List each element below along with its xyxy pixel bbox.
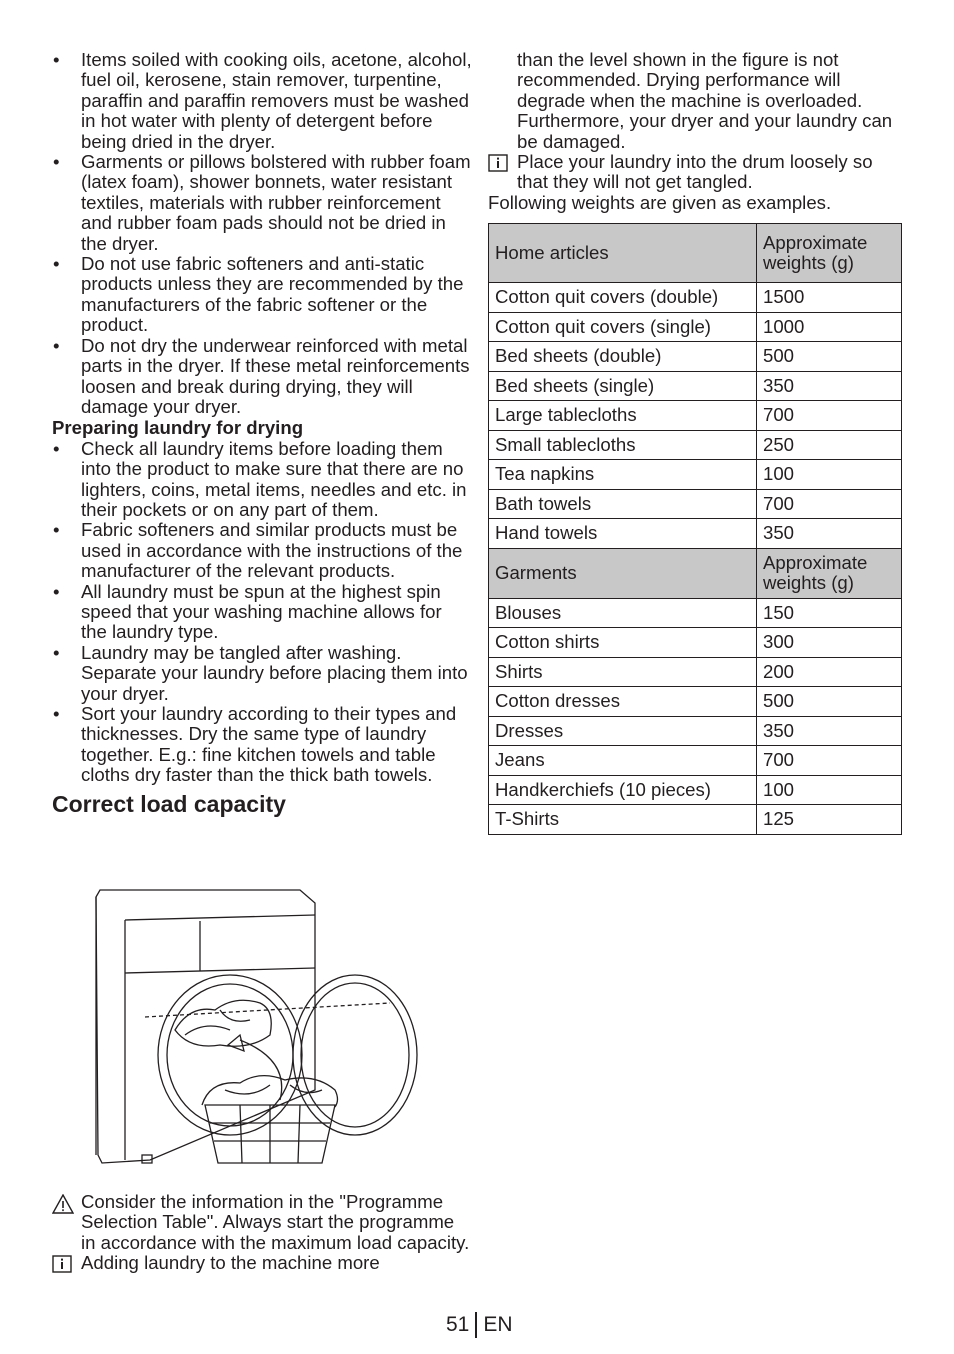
table-cell: Cotton shirts <box>489 628 757 658</box>
table-cell: 500 <box>757 342 902 372</box>
table-cell: 125 <box>757 805 902 835</box>
weights-intro: Following weights are given as examples. <box>488 191 832 213</box>
info-icon <box>488 154 508 176</box>
table-cell: 350 <box>757 371 902 401</box>
list-item: • Do not use fabric softeners and anti-static products unless they are recommended by the manufacturers of the fabric softener or the product. <box>52 254 472 336</box>
table-row <box>489 312 902 342</box>
table-cell: Dresses <box>489 716 757 746</box>
list-item: • All laundry must be spun at the highest spin speed that your washing machine allows for the laundry type. <box>52 582 472 643</box>
table-cell: Bath towels <box>489 489 757 519</box>
table-cell: 700 <box>757 401 902 431</box>
language-code: EN <box>483 1313 513 1336</box>
table-cell: 100 <box>757 460 902 490</box>
table-cell: 1500 <box>757 283 902 313</box>
table-cell: Bed sheets (single) <box>489 371 757 401</box>
table-cell: 150 <box>757 598 902 628</box>
table-row <box>489 489 902 519</box>
list-item: • Sort your laundry according to their types and thicknesses. Dry the same type of laundry together. E.g.: fine kitchen towels and table cloths dry faster than the thick bath towels. <box>52 704 472 786</box>
table-row <box>489 628 902 658</box>
section-heading: Correct load capacity <box>52 790 286 817</box>
table-row <box>489 460 902 490</box>
continued-text: than the level shown in the figure is not recommended. Drying performance will degrade when the machine is overloaded. Furthermore, your dryer and your laundry can be damaged. <box>517 49 893 152</box>
table-cell: Cotton quit covers (double) <box>489 283 757 313</box>
bullet-list-cautions <box>52 50 472 417</box>
table-row <box>489 598 902 628</box>
table-cell: 700 <box>757 489 902 519</box>
table-row <box>489 716 902 746</box>
table-cell: Hand towels <box>489 519 757 549</box>
table-header-cell: Approximate weights (g) <box>757 548 902 598</box>
section-subheading: Preparing laundry for drying <box>52 417 304 439</box>
left-column <box>52 50 472 818</box>
table-cell: 250 <box>757 430 902 460</box>
list-item: • Items soiled with cooking oils, acetone, alcohol, fuel oil, kerosene, stain remover, turpentine, paraffin and paraffin removers must be washed in hot water with plenty of detergent before being dried in the dryer. <box>52 50 472 152</box>
table-row <box>489 430 902 460</box>
warning-icon <box>52 1194 74 1218</box>
table-cell: Shirts <box>489 657 757 687</box>
warning-note <box>52 1192 472 1253</box>
table-row <box>489 371 902 401</box>
list-item: • Fabric softeners and similar products must be used in accordance with the instructions of the manufacturer of the relevant products. <box>52 520 472 581</box>
info-icon <box>52 1255 72 1277</box>
notes-block <box>52 1192 472 1274</box>
dryer-loading-illustration <box>90 885 430 1175</box>
table-row <box>489 401 902 431</box>
table-header-cell: Home articles <box>489 224 757 283</box>
table-cell: Bed sheets (double) <box>489 342 757 372</box>
table-header-row <box>489 224 902 283</box>
list-item: • Do not dry the underwear reinforced with metal parts in the dryer. If these metal reinforcements loosen and break during drying, they will damage your dryer. <box>52 336 472 418</box>
warning-note-text: Consider the information in the "Programme Selection Table". Always start the programme in accordance with the maximum load capacity. <box>81 1191 470 1253</box>
table-cell: 500 <box>757 687 902 717</box>
table-cell: 100 <box>757 775 902 805</box>
table-row <box>489 519 902 549</box>
list-item: • Laundry may be tangled after washing. Separate your laundry before placing them into your dryer. <box>52 643 472 704</box>
info-note-text: Adding laundry to the machine more <box>81 1252 380 1274</box>
right-column <box>488 50 902 213</box>
table-cell: Cotton dresses <box>489 687 757 717</box>
info-note-text: Place your laundry into the drum loosely so that they will not get tangled. <box>517 151 873 193</box>
table-cell: 350 <box>757 716 902 746</box>
table-row <box>489 283 902 313</box>
table-row <box>489 342 902 372</box>
table-cell: 350 <box>757 519 902 549</box>
table-cell: 1000 <box>757 312 902 342</box>
list-item: • Garments or pillows bolstered with rubber foam (latex foam), shower bonnets, water resistant textiles, materials with rubber reinforcement and rubber foam pads should not be dried in the dryer. <box>52 152 472 254</box>
table-cell: Jeans <box>489 746 757 776</box>
table-cell: Blouses <box>489 598 757 628</box>
table-row <box>489 805 902 835</box>
table-cell: Tea napkins <box>489 460 757 490</box>
table-cell: Cotton quit covers (single) <box>489 312 757 342</box>
page-number: 51 <box>446 1313 470 1336</box>
table-header-cell: Approximate weights (g) <box>757 224 902 283</box>
page-footer <box>446 1312 513 1338</box>
table-cell: Large tablecloths <box>489 401 757 431</box>
table-cell: 300 <box>757 628 902 658</box>
table-row <box>489 687 902 717</box>
table-cell: 700 <box>757 746 902 776</box>
footer-divider <box>475 1312 477 1338</box>
table-row <box>489 657 902 687</box>
table-row <box>489 775 902 805</box>
bullet-list-preparation <box>52 439 472 786</box>
table-cell: Small tablecloths <box>489 430 757 460</box>
table-row <box>489 746 902 776</box>
list-item: • Check all laundry items before loading them into the product to make sure that there are no lighters, coins, metal items, needles and etc. in their pockets or on any part of them. <box>52 439 472 521</box>
info-note <box>488 152 902 193</box>
laundry-weights-table <box>488 223 902 835</box>
table-cell: T-Shirts <box>489 805 757 835</box>
table-cell: Handkerchiefs (10 pieces) <box>489 775 757 805</box>
info-note <box>52 1253 472 1273</box>
table-header-row <box>489 548 902 598</box>
table-cell: 200 <box>757 657 902 687</box>
table-header-cell: Garments <box>489 548 757 598</box>
